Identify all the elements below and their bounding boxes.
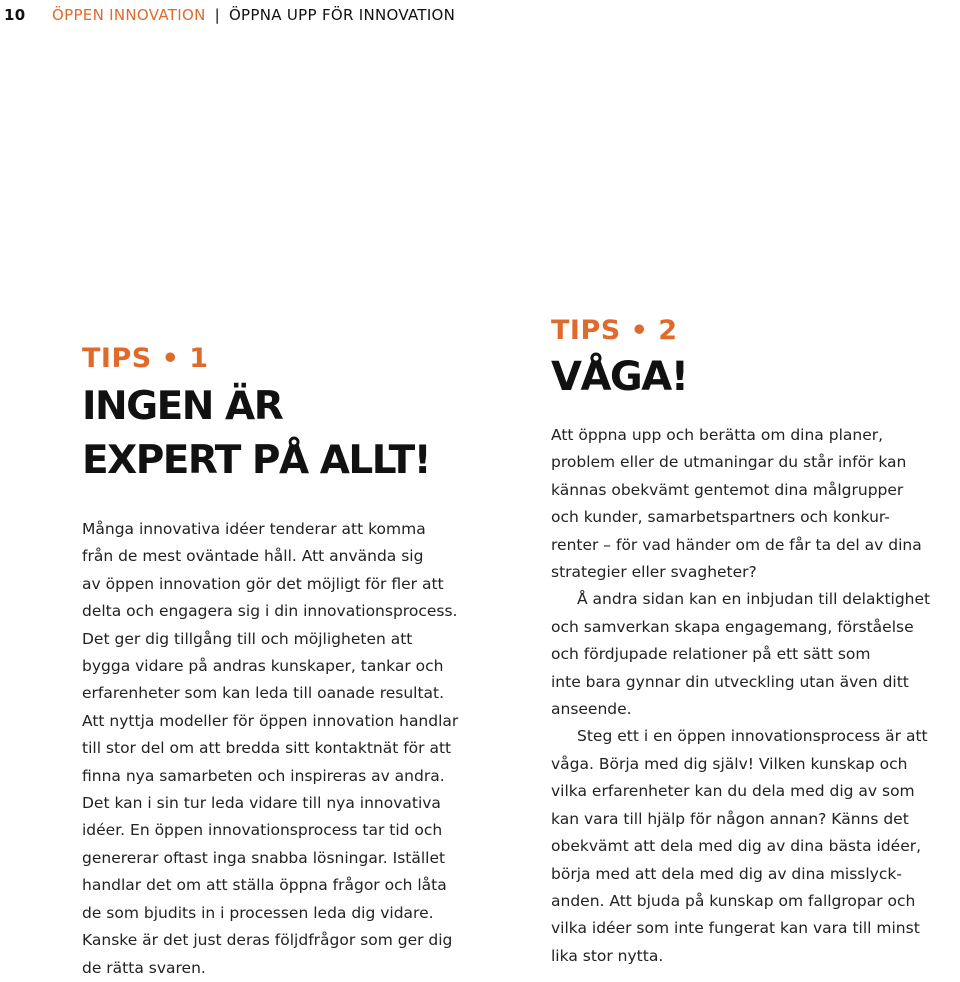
body-line: från de mest oväntade håll. Att använda sig bbox=[82, 547, 424, 566]
body-line: Många innovativa idéer tenderar att komma bbox=[82, 520, 426, 538]
body-line: obekvämt att dela med dig av dina bästa idéer, bbox=[551, 837, 922, 856]
body-line: strategier eller svagheter? bbox=[551, 563, 757, 582]
section-title: ÖPPEN INNOVATION bbox=[52, 6, 206, 24]
page-number: 10 bbox=[4, 6, 26, 24]
body-line: lika stor nytta. bbox=[551, 946, 664, 965]
body-line: de som bjudits in i processen leda dig vidare. bbox=[82, 903, 434, 922]
page-header bbox=[0, 4, 455, 26]
body-line: Det ger dig tillgång till och möjligheten att bbox=[82, 629, 413, 648]
body-line: och kunder, samarbetspartners och konkur- bbox=[551, 508, 890, 527]
body-line: till stor del om att bredda sitt kontaktnät för att bbox=[82, 739, 452, 758]
body-line: och fördjupade relationer på ett sätt som bbox=[551, 645, 871, 664]
publication-title: ÖPPNA UPP FÖR INNOVATION bbox=[228, 6, 456, 24]
body-line: bygga vidare på andras kunskaper, tankar och bbox=[82, 657, 444, 676]
body-line: anden. Att bjuda på kunskap om fallgropar och bbox=[551, 891, 916, 910]
body-line: Att nyttja modeller för öppen innovation handlar bbox=[82, 711, 459, 730]
tip-2-label: TIPS • 2 bbox=[551, 315, 678, 346]
body-line: handlar det om att ställa öppna frågor och låta bbox=[82, 876, 447, 895]
body-line: Det kan i sin tur leda vidare till nya innovativa bbox=[82, 794, 441, 813]
body-line: delta och engagera sig i din innovationsprocess. bbox=[82, 602, 458, 621]
tip-1-label: TIPS • 1 bbox=[82, 343, 209, 374]
body-line: anseende. bbox=[551, 700, 632, 719]
body-line: vilka idéer som inte fungerat kan vara till minst bbox=[551, 919, 920, 938]
body-line: Kanske är det just deras följdfrågor som ger dig bbox=[82, 931, 453, 950]
body-line: våga. Börja med dig själv! Vilken kunskap och bbox=[551, 754, 908, 773]
body-line: genererar oftast inga snabba lösningar. Istället bbox=[82, 848, 446, 867]
body-line: och samverkan skapa engagemang, förståelse bbox=[551, 617, 914, 636]
tip-1-headline-line: EXPERT PÅ ALLT! bbox=[82, 438, 431, 483]
body-line: vilka erfarenheter kan du dela med dig av som bbox=[551, 782, 915, 801]
tip-1-headline-line: INGEN ÄR bbox=[82, 384, 283, 429]
body-line: Steg ett i en öppen innovationsprocess är att bbox=[577, 727, 928, 746]
body-line: kännas obekvämt gentemot dina målgrupper bbox=[551, 480, 904, 499]
tip-2-headline: VÅGA! bbox=[551, 354, 688, 400]
tip-1-column bbox=[82, 342, 502, 982]
body-line: renter – för vad händer om de får ta del av dina bbox=[551, 535, 922, 554]
body-line: finna nya samarbeten och inspireras av andra. bbox=[82, 766, 445, 785]
body-line: idéer. En öppen innovationsprocess tar tid och bbox=[82, 821, 443, 840]
tip-1-body bbox=[82, 516, 502, 982]
body-line: inte bara gynnar din utveckling utan även ditt bbox=[551, 672, 909, 691]
tip-2-column bbox=[551, 314, 960, 970]
body-line: problem eller de utmaningar du står inför kan bbox=[551, 453, 907, 472]
body-line: erfarenheter som kan leda till oanade resultat. bbox=[82, 684, 445, 703]
header-separator: | bbox=[214, 6, 220, 24]
tip-2-body bbox=[551, 422, 960, 970]
body-line: de rätta svaren. bbox=[82, 958, 206, 977]
body-line: Å andra sidan kan en inbjudan till delaktighet bbox=[577, 590, 931, 609]
tip-1-headline bbox=[82, 380, 502, 488]
body-line: Att öppna upp och berätta om dina planer, bbox=[551, 426, 884, 444]
body-line: kan vara till hjälp för någon annan? Känns det bbox=[551, 809, 909, 828]
body-line: börja med att dela med dig av dina misslyck- bbox=[551, 864, 902, 883]
body-line: av öppen innovation gör det möjligt för fler att bbox=[82, 574, 444, 593]
